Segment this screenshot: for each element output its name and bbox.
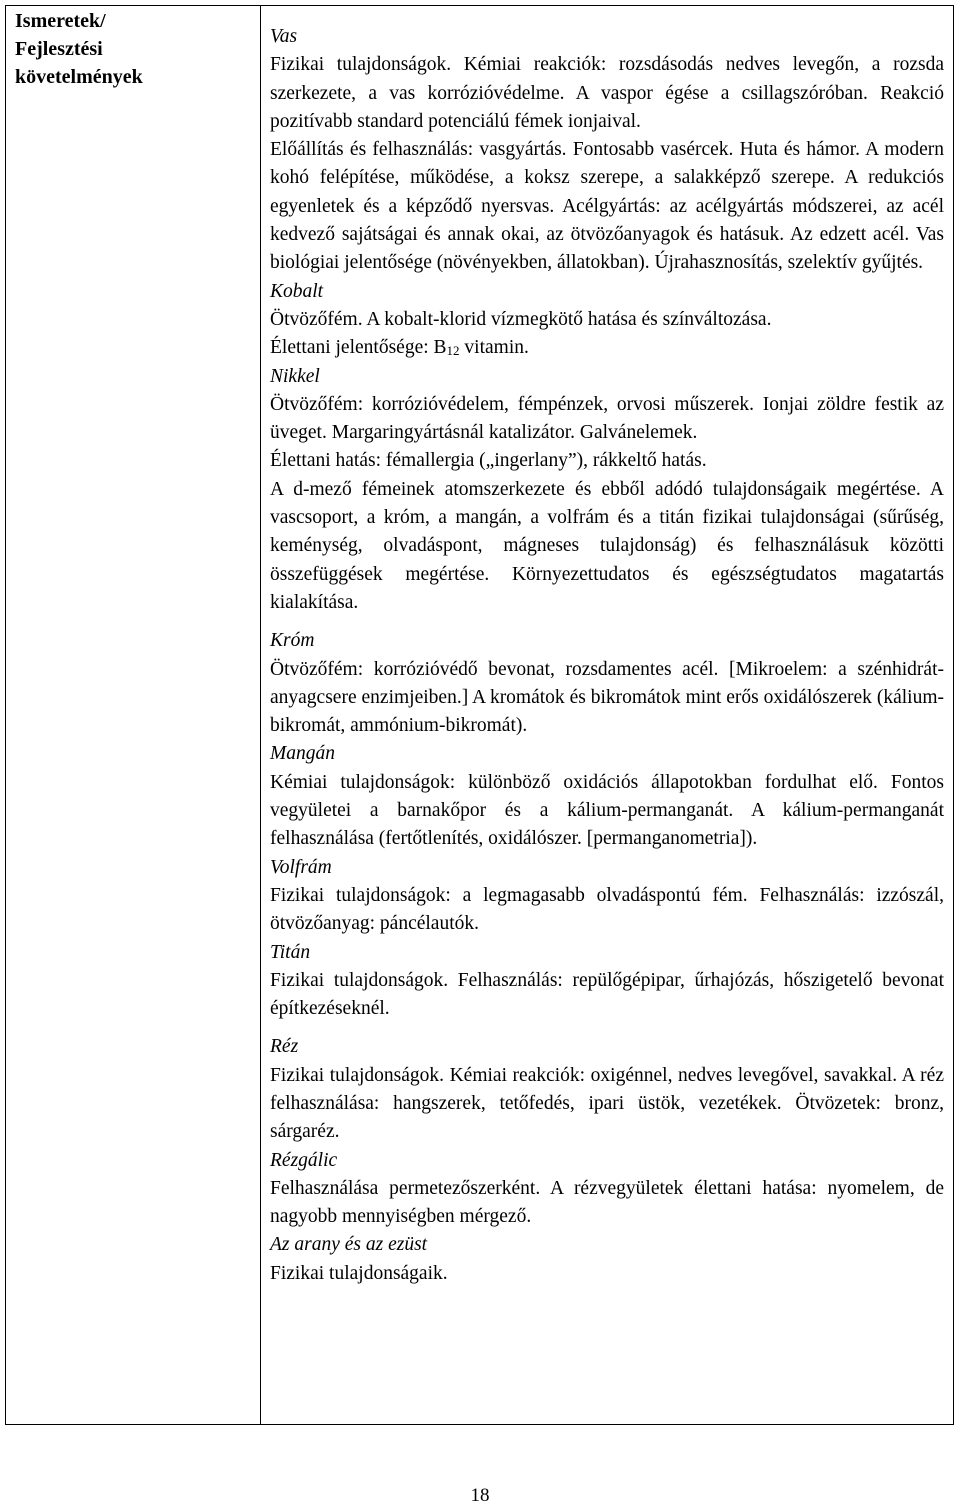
column-divider xyxy=(260,6,261,1424)
paragraph: Fizikai tulajdonságok. Kémiai reakciók: oxigénnel, nedves levegővel, savakkal. A réz felhasználása: hangszerek, tetőfedés, ipari üstök, vezetékek. Ötvözetek: bronz, sárgaréz. xyxy=(270,1064,944,1143)
right-column-content xyxy=(270,23,944,1288)
paragraph: Kémiai tulajdonságok: különböző oxidációs állapotokban fordulhat elő. Fontos vegyületei a barnakőpor és a kálium-permanganát. A kálium-permanganát felhasználása (fertőtlenítés, oxidálószer. [permanganometria]). xyxy=(270,771,944,850)
paragraph: Felhasználása permetezőszerként. A rézvegyületek élettani hatása: nyomelem, de nagyobb mennyiségben mérgező. xyxy=(270,1177,944,1228)
left-heading-line: követelmények xyxy=(15,66,143,88)
paragraph: Ötvözőfém: korrózióvédő bevonat, rozsdamentes acél. [Mikroelem: a szénhidrát-anyagcsere enzimjeiben.] A kromátok és bikromátok mint erős oxidálószerek (kálium-bikromát, ammónium-bikromát). xyxy=(270,658,944,737)
vitamin-line xyxy=(270,334,944,362)
section-title-arany-ezust: Az arany és az ezüst xyxy=(270,1234,428,1256)
left-heading-line: Ismeretek/ xyxy=(15,10,106,32)
paragraph: Élettani hatás: fémallergia („ingerlany”), rákkeltő hatás. xyxy=(270,450,707,472)
section-title-rezgalic: Rézgálic xyxy=(270,1149,338,1171)
paragraph: Fizikai tulajdonságok: a legmagasabb olvadáspontú fém. Felhasználás: izzószál, ötvözőanyag: páncélautók. xyxy=(270,884,944,935)
paragraph: A d-mező fémeinek atomszerkezete és ebből adódó tulajdonságaik megértése. A vascsoport, a króm, a mangán, a volfrám és a titán fizikai tulajdonságai (sűrűség, keménység, olvadáspont, mágneses tulajdonság) és felhasználásuk közötti összefüggések megértése. Környezettudatos és egészségtudatos magatartás kialakítása. xyxy=(270,478,944,613)
paragraph: Fizikai tulajdonságok. Felhasználás: repülőgépipar, űrhajózás, hőszigetelő bevonat építkezéseknél. xyxy=(270,969,944,1020)
vitamin-suffix: vitamin. xyxy=(459,337,529,359)
left-heading-line: Fejlesztési xyxy=(15,38,103,60)
paragraph: Fizikai tulajdonságaik. xyxy=(270,1262,448,1284)
paragraph: Előállítás és felhasználás: vasgyártás. Fontosabb vasércek. Huta és hámor. A modern kohó felépítése, működése, a koksz szerepe, a salakképző szerepe. A redukciós egyenletek és a képződő nyersvas. Acélgyártás: az acélgyártás módszerei, az acél kedvező sajátságai és annak okai, az ötvözőanyagok és hatásuk. Az edzett acél. Vas biológiai jelentősége (növényekben, állatokban). Újrahasznosítás, szelektív gyűjtés. xyxy=(270,139,944,274)
section-title-nikkel: Nikkel xyxy=(270,365,320,387)
vitamin-prefix: Élettani jelentősége: B xyxy=(270,337,447,359)
paragraph: Ötvözőfém: korrózióvédelem, fémpénzek, orvosi műszerek. Ionjai zöldre festik az üveget. Margaringyártásnál katalizátor. Galvánelemek. xyxy=(270,393,944,444)
section-title-volfram: Volfrám xyxy=(270,856,332,878)
paragraph: Fizikai tulajdonságok. Kémiai reakciók: rozsdásodás nedves levegőn, a rozsda szerkezete, a vas korrózióvédelme. A vaspor égése a csillagszóróban. Reakció pozitívabb standard potenciálú fémek ionjaival. xyxy=(270,54,944,132)
section-title-titan: Titán xyxy=(270,941,311,963)
vitamin-subscript: 12 xyxy=(446,343,460,359)
section-title-vas: Vas xyxy=(270,26,298,47)
section-title-mangan: Mangán xyxy=(270,743,335,765)
paragraph: Ötvözőfém. A kobalt-klorid vízmegkötő hatása és színváltozása. xyxy=(270,308,772,330)
section-title-kobalt: Kobalt xyxy=(270,280,324,302)
content-table xyxy=(5,5,954,1425)
section-title-krom: Króm xyxy=(270,630,315,652)
section-title-rez: Réz xyxy=(270,1036,299,1058)
page-number: 18 xyxy=(470,1485,490,1506)
left-column-heading xyxy=(15,7,255,91)
